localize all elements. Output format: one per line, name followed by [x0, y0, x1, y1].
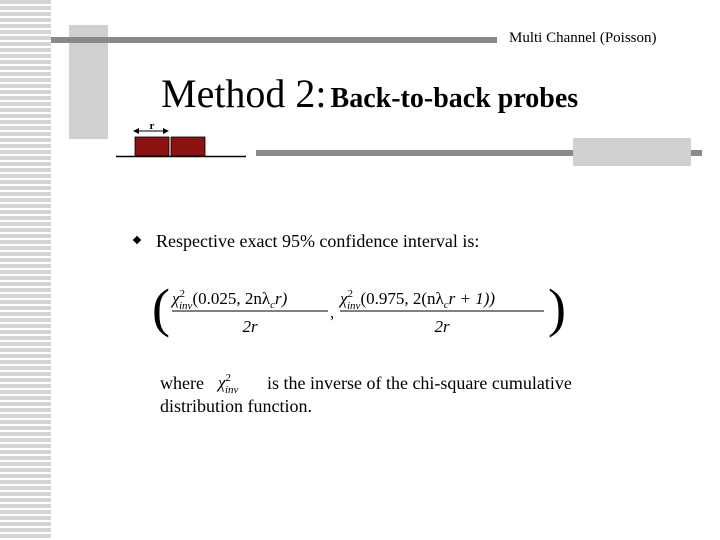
header-rule	[51, 37, 497, 43]
arrow-right-head	[163, 128, 169, 134]
right-denominator: 2r	[434, 317, 450, 336]
where-line2: distribution function.	[160, 396, 312, 416]
definition-note	[160, 371, 660, 417]
left-striped-band	[0, 0, 51, 540]
bullet-item	[134, 231, 479, 252]
right-paren: )	[548, 278, 566, 338]
chi-inv-glyph: $\chi^2$ inv	[218, 372, 239, 395]
section-header: Multi Channel (Poisson)	[509, 30, 657, 46]
probe-block-2	[171, 137, 205, 156]
probe-diagram	[116, 118, 248, 162]
left-denominator: 2r	[242, 317, 258, 336]
where-word: where	[160, 373, 204, 393]
interval-label: r	[149, 120, 155, 132]
left-numerator: $\chi^2$ inv(0.025, $2n\lambda_cr$)	[172, 288, 288, 312]
title-subtitle: Back-to-back probes	[330, 83, 579, 114]
probe-block-1	[135, 137, 169, 156]
left-paren: (	[152, 278, 170, 338]
arrow-left-head	[133, 128, 139, 134]
bullet-text: Respective exact 95% confidence interval is:	[156, 231, 480, 251]
where-rest-line1: is the inverse of the chi-square cumulative	[266, 373, 572, 393]
comma: ,	[330, 303, 335, 322]
title-method: Method 2:	[161, 71, 327, 116]
bullet-diamond-icon	[133, 236, 141, 244]
decorative-block-right	[573, 138, 691, 166]
slide-title	[161, 70, 578, 117]
chi-inv-symbol	[208, 371, 262, 395]
right-numerator: $\chi^2$ inv(0.975, $2(n\lambda_cr + 1)$)	[340, 288, 496, 312]
confidence-interval-formula	[150, 278, 570, 342]
